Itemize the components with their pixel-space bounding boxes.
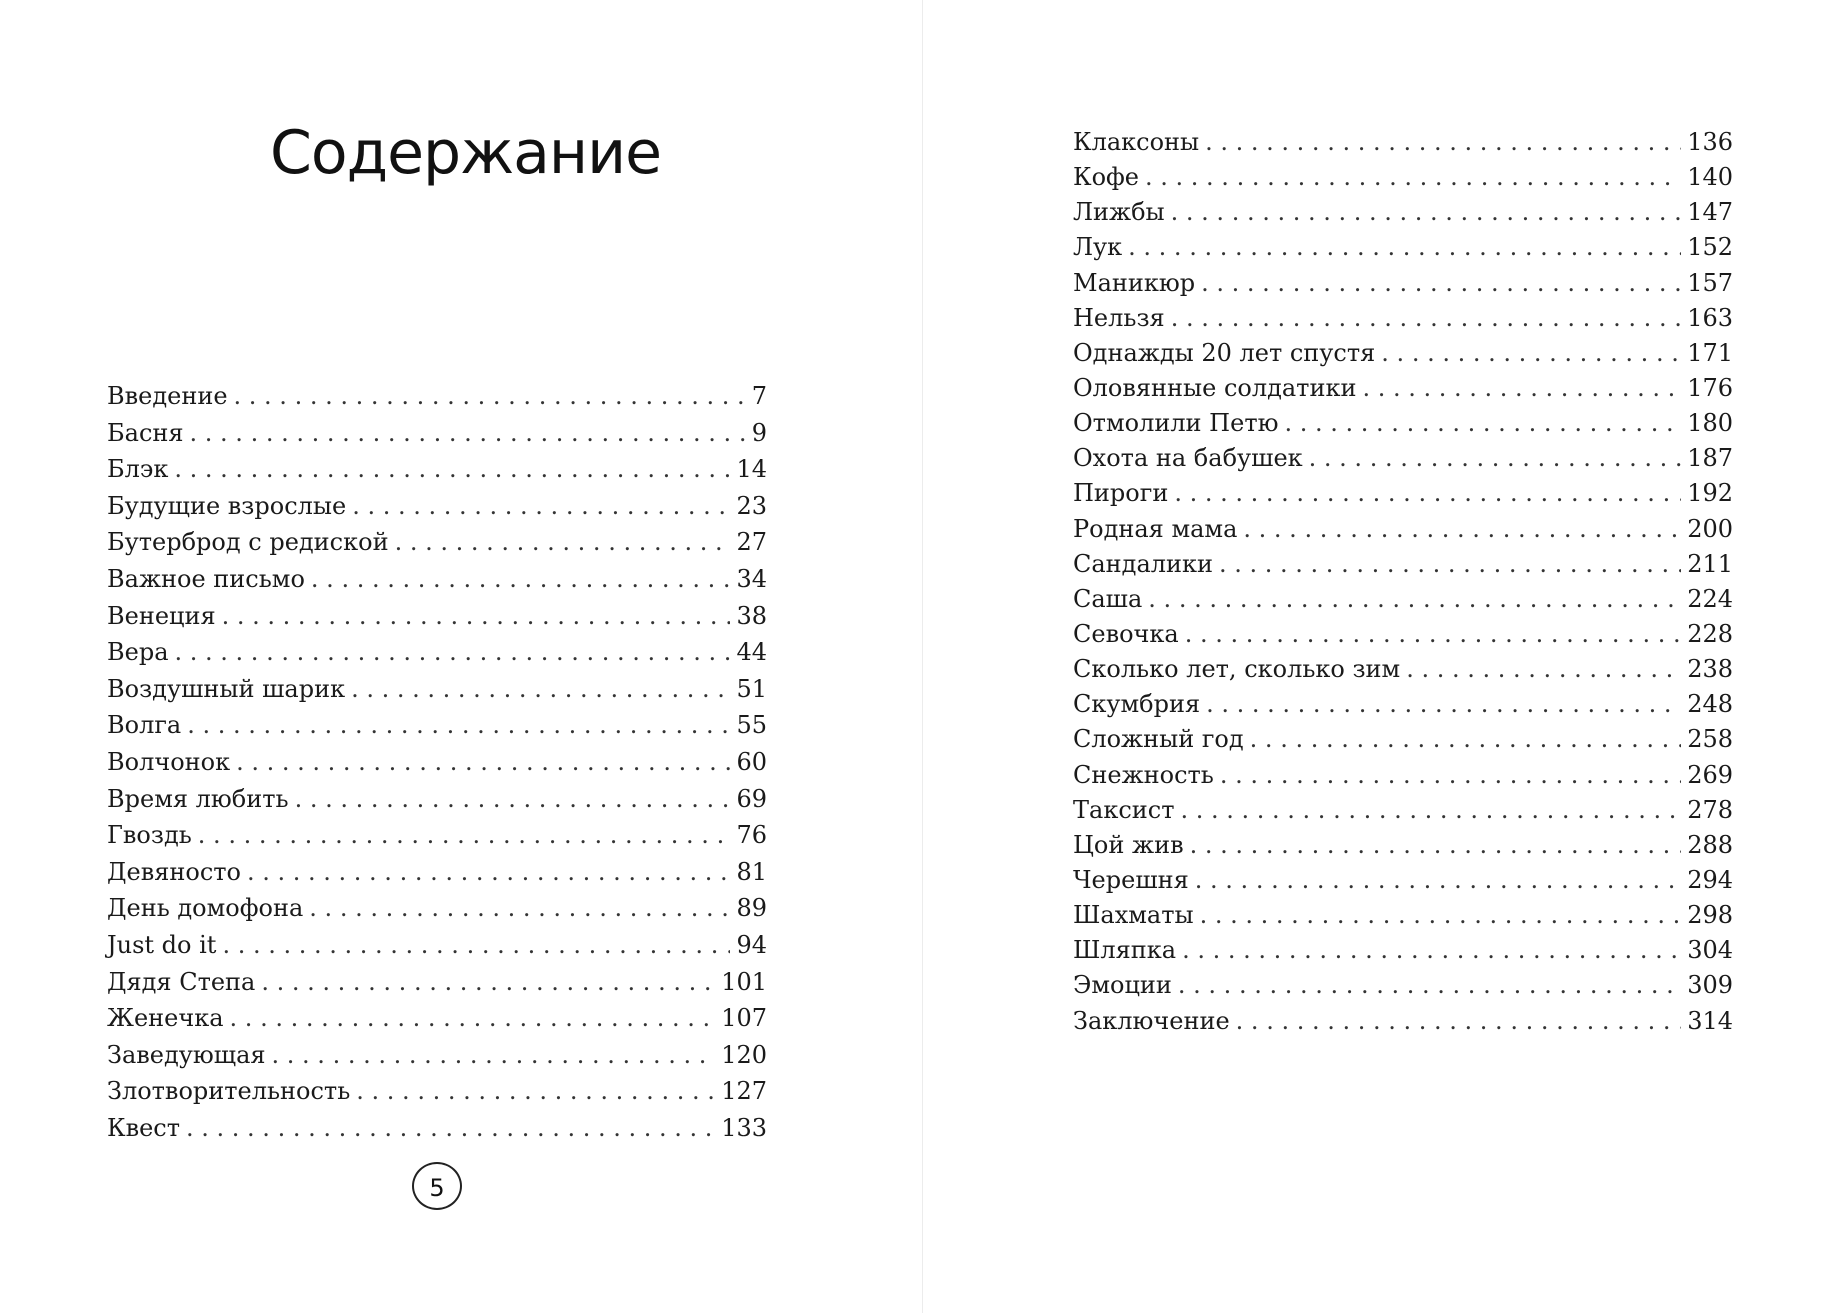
toc-entry-title: Клаксоны: [1073, 128, 1200, 156]
toc-entry[interactable]: [107, 894, 767, 931]
toc-dot-leader: [1205, 128, 1681, 156]
toc-dot-leader: [230, 1004, 716, 1032]
toc-entry-title: Шахматы: [1073, 901, 1194, 930]
toc-entry[interactable]: [1073, 1007, 1733, 1042]
toc-entry-page: 176: [1687, 373, 1733, 402]
toc-entry-title: Время любить: [107, 784, 289, 813]
toc-entry[interactable]: [107, 382, 767, 419]
toc-dot-leader: [356, 1077, 715, 1105]
toc-entry[interactable]: [107, 638, 767, 675]
toc-entry-title: Черешня: [1073, 865, 1189, 894]
toc-entry-title: Волга: [107, 711, 182, 740]
toc-dot-leader: [1243, 515, 1681, 543]
toc-entry-page: 152: [1687, 233, 1733, 262]
toc-entry-title: Квест: [107, 1113, 181, 1142]
toc-entry-page: 23: [736, 491, 767, 520]
toc-entry-page: 76: [736, 821, 767, 850]
toc-entry[interactable]: [1073, 796, 1733, 831]
toc-entry[interactable]: [107, 748, 767, 785]
toc-dot-leader: [272, 1041, 716, 1069]
toc-entry-page: 147: [1687, 198, 1733, 227]
toc-entry-title: Кофе: [1073, 163, 1140, 192]
toc-entry[interactable]: [107, 821, 767, 858]
toc-entry-page: 309: [1687, 971, 1733, 1000]
toc-dot-leader: [1148, 585, 1681, 613]
toc-entry-title: Снежность: [1073, 760, 1214, 789]
toc-entry[interactable]: [1073, 409, 1733, 444]
toc-entry-page: 238: [1687, 655, 1733, 684]
page-title: Содержание: [270, 118, 662, 188]
toc-dot-leader: [1171, 304, 1682, 332]
toc-entry-page: 140: [1687, 163, 1733, 192]
toc-dot-leader: [1195, 866, 1681, 894]
toc-entry[interactable]: [1073, 198, 1733, 233]
toc-entry[interactable]: [1073, 128, 1733, 163]
toc-entry[interactable]: [107, 858, 767, 895]
toc-entry-title: Таксист: [1073, 795, 1175, 824]
toc-entry-page: 27: [736, 528, 767, 557]
toc-dot-leader: [1145, 163, 1681, 191]
toc-entry-title: Важное письмо: [107, 564, 305, 593]
toc-entry-title: Блэк: [107, 455, 169, 484]
toc-entry-page: 228: [1687, 619, 1733, 648]
toc-dot-leader: [1185, 620, 1681, 648]
toc-dot-leader: [1182, 936, 1681, 964]
toc-entry[interactable]: [1073, 163, 1733, 198]
toc-entry-page: 89: [736, 894, 767, 923]
toc-dot-leader: [190, 419, 746, 447]
toc-entry-page: 180: [1687, 409, 1733, 438]
toc-entry-page: 9: [751, 418, 767, 447]
toc-entry-title: Однажды 20 лет спустя: [1073, 338, 1376, 367]
toc-dot-leader: [1190, 831, 1682, 859]
toc-dot-leader: [351, 675, 730, 703]
toc-dot-leader: [352, 492, 730, 520]
toc-entry-title: Гвоздь: [107, 821, 192, 850]
toc-dot-leader: [1171, 198, 1682, 226]
toc-entry-page: 298: [1687, 901, 1733, 930]
toc-dot-leader: [222, 931, 730, 959]
toc-entry-title: Отмолили Петю: [1073, 409, 1279, 438]
toc-entry-page: 133: [721, 1113, 767, 1142]
toc-dot-leader: [261, 968, 715, 996]
toc-entry-title: Эмоции: [1073, 971, 1172, 1000]
toc-right-column: [1073, 128, 1733, 1042]
toc-entry-page: 55: [736, 711, 767, 740]
toc-entry[interactable]: [107, 1004, 767, 1041]
toc-entry-page: 107: [721, 1004, 767, 1033]
toc-entry[interactable]: [1073, 690, 1733, 725]
toc-entry-title: Цой жив: [1073, 830, 1184, 859]
toc-entry-page: 7: [751, 382, 767, 410]
toc-entry[interactable]: [1073, 655, 1733, 690]
toc-dot-leader: [1174, 479, 1681, 507]
toc-entry-page: 171: [1687, 338, 1733, 367]
toc-entry-title: Женечка: [107, 1004, 224, 1033]
toc-entry-title: Дядя Степа: [107, 967, 256, 996]
toc-entry-title: Пироги: [1073, 479, 1169, 508]
toc-entry-page: 278: [1687, 795, 1733, 824]
toc-entry-title: Саша: [1073, 584, 1143, 613]
toc-entry-page: 94: [736, 930, 767, 959]
toc-entry-title: Just do it: [107, 930, 217, 959]
toc-entry-title: Лук: [1073, 233, 1123, 262]
toc-left-column: [107, 382, 767, 1150]
toc-dot-leader: [1201, 269, 1681, 297]
toc-entry[interactable]: [107, 492, 767, 529]
toc-entry-title: Воздушный шарик: [107, 674, 346, 703]
toc-entry-page: 163: [1687, 303, 1733, 332]
toc-entry-title: Шляпка: [1073, 936, 1177, 965]
toc-entry-page: 81: [736, 857, 767, 886]
toc-dot-leader: [1219, 550, 1681, 578]
toc-entry-page: 211: [1687, 549, 1733, 578]
toc-entry[interactable]: [1073, 725, 1733, 760]
toc-dot-leader: [1180, 796, 1681, 824]
toc-entry-page: 288: [1687, 830, 1733, 859]
toc-entry[interactable]: [107, 565, 767, 602]
toc-entry-title: Венеция: [107, 601, 216, 630]
toc-entry-page: 38: [736, 601, 767, 630]
toc-entry-title: Охота на бабушек: [1073, 444, 1303, 473]
toc-entry-title: Вера: [107, 638, 169, 667]
toc-entry-title: Сандалики: [1073, 549, 1213, 578]
toc-entry-page: 69: [736, 784, 767, 813]
toc-entry-page: 14: [736, 455, 767, 484]
toc-dot-leader: [236, 748, 730, 776]
toc-entry[interactable]: [1073, 444, 1733, 479]
toc-entry[interactable]: [1073, 620, 1733, 655]
toc-dot-leader: [198, 821, 731, 849]
toc-entry-title: Басня: [107, 418, 184, 447]
toc-entry[interactable]: [107, 1041, 767, 1078]
toc-entry[interactable]: [107, 528, 767, 565]
toc-entry-page: 120: [721, 1040, 767, 1069]
toc-entry-title: Маникюр: [1073, 268, 1196, 297]
toc-dot-leader: [1362, 374, 1681, 402]
toc-entry-title: Злотворительность: [107, 1077, 351, 1106]
toc-dot-leader: [1200, 901, 1682, 929]
toc-dot-leader: [1206, 690, 1681, 718]
toc-dot-leader: [234, 382, 746, 410]
toc-entry[interactable]: [107, 455, 767, 492]
toc-entry-title: Заведующая: [107, 1040, 266, 1069]
toc-dot-leader: [174, 455, 730, 483]
toc-entry[interactable]: [107, 931, 767, 968]
toc-entry-title: Сложный год: [1073, 725, 1244, 754]
toc-dot-leader: [1309, 444, 1682, 472]
toc-dot-leader: [295, 785, 731, 813]
toc-entry-title: Лижбы: [1073, 198, 1165, 227]
toc-entry[interactable]: [107, 419, 767, 456]
toc-entry[interactable]: [1073, 233, 1733, 268]
toc-entry-title: Севочка: [1073, 619, 1179, 648]
toc-entry[interactable]: [1073, 515, 1733, 550]
toc-entry-page: 101: [721, 967, 767, 996]
page-number-badge: 5: [412, 1162, 462, 1210]
toc-dot-leader: [1178, 971, 1681, 999]
toc-entry-page: 314: [1687, 1006, 1733, 1035]
toc-entry[interactable]: [107, 968, 767, 1005]
toc-entry[interactable]: [1073, 374, 1733, 409]
toc-entry-title: Нельзя: [1073, 303, 1165, 332]
toc-entry-page: 248: [1687, 690, 1733, 719]
toc-entry-page: 192: [1687, 479, 1733, 508]
toc-dot-leader: [247, 858, 730, 886]
toc-entry[interactable]: [107, 785, 767, 822]
toc-entry-title: Волчонок: [107, 747, 231, 776]
toc-entry[interactable]: [107, 1114, 767, 1151]
toc-entry[interactable]: [107, 1077, 767, 1114]
toc-entry-page: 294: [1687, 865, 1733, 894]
toc-entry-title: Девяносто: [107, 857, 241, 886]
toc-entry-title: Сколько лет, сколько зим: [1073, 655, 1401, 684]
toc-entry-page: 44: [736, 638, 767, 667]
toc-dot-leader: [1250, 725, 1682, 753]
toc-entry[interactable]: [1073, 269, 1733, 304]
toc-dot-leader: [395, 528, 731, 556]
toc-entry-page: 304: [1687, 936, 1733, 965]
toc-entry-page: 136: [1687, 128, 1733, 156]
toc-dot-leader: [311, 565, 731, 593]
toc-dot-leader: [1285, 409, 1682, 437]
toc-entry[interactable]: [1073, 936, 1733, 971]
toc-entry[interactable]: [107, 675, 767, 712]
toc-dot-leader: [1381, 339, 1681, 367]
toc-entry-page: 258: [1687, 725, 1733, 754]
toc-entry-page: 187: [1687, 444, 1733, 473]
toc-entry-title: Скумбрия: [1073, 690, 1201, 719]
toc-entry-page: 224: [1687, 584, 1733, 613]
page-gutter: [922, 0, 923, 1313]
toc-entry-title: Бутерброд с редиской: [107, 528, 389, 557]
toc-entry[interactable]: [1073, 304, 1733, 339]
toc-entry-page: 127: [721, 1077, 767, 1106]
toc-entry-title: День домофона: [107, 894, 304, 923]
toc-entry[interactable]: [1073, 339, 1733, 374]
toc-entry[interactable]: [1073, 971, 1733, 1006]
toc-dot-leader: [186, 1114, 715, 1142]
toc-entry[interactable]: [1073, 479, 1733, 514]
toc-entry-title: Оловянные солдатики: [1073, 373, 1357, 402]
toc-entry-title: Введение: [107, 382, 228, 410]
toc-entry-page: 34: [736, 564, 767, 593]
toc-entry[interactable]: [1073, 866, 1733, 901]
toc-entry[interactable]: [107, 711, 767, 748]
toc-dot-leader: [175, 638, 731, 666]
toc-dot-leader: [222, 602, 731, 630]
toc-dot-leader: [187, 711, 730, 739]
toc-dot-leader: [1236, 1007, 1682, 1035]
toc-entry-title: Заключение: [1073, 1006, 1230, 1035]
toc-entry-title: Будущие взрослые: [107, 491, 347, 520]
toc-dot-leader: [1128, 233, 1681, 261]
toc-entry[interactable]: [1073, 761, 1733, 796]
toc-entry-page: 200: [1687, 514, 1733, 543]
toc-entry-page: 157: [1687, 268, 1733, 297]
toc-entry[interactable]: [107, 602, 767, 639]
toc-entry[interactable]: [1073, 550, 1733, 585]
toc-entry-page: 269: [1687, 760, 1733, 789]
toc-entry[interactable]: [1073, 831, 1733, 866]
toc-dot-leader: [1220, 761, 1681, 789]
toc-dot-leader: [309, 894, 730, 922]
toc-entry-page: 60: [736, 747, 767, 776]
toc-entry[interactable]: [1073, 901, 1733, 936]
toc-entry-title: Родная мама: [1073, 514, 1238, 543]
toc-entry-page: 51: [736, 674, 767, 703]
toc-entry[interactable]: [1073, 585, 1733, 620]
toc-dot-leader: [1406, 655, 1681, 683]
